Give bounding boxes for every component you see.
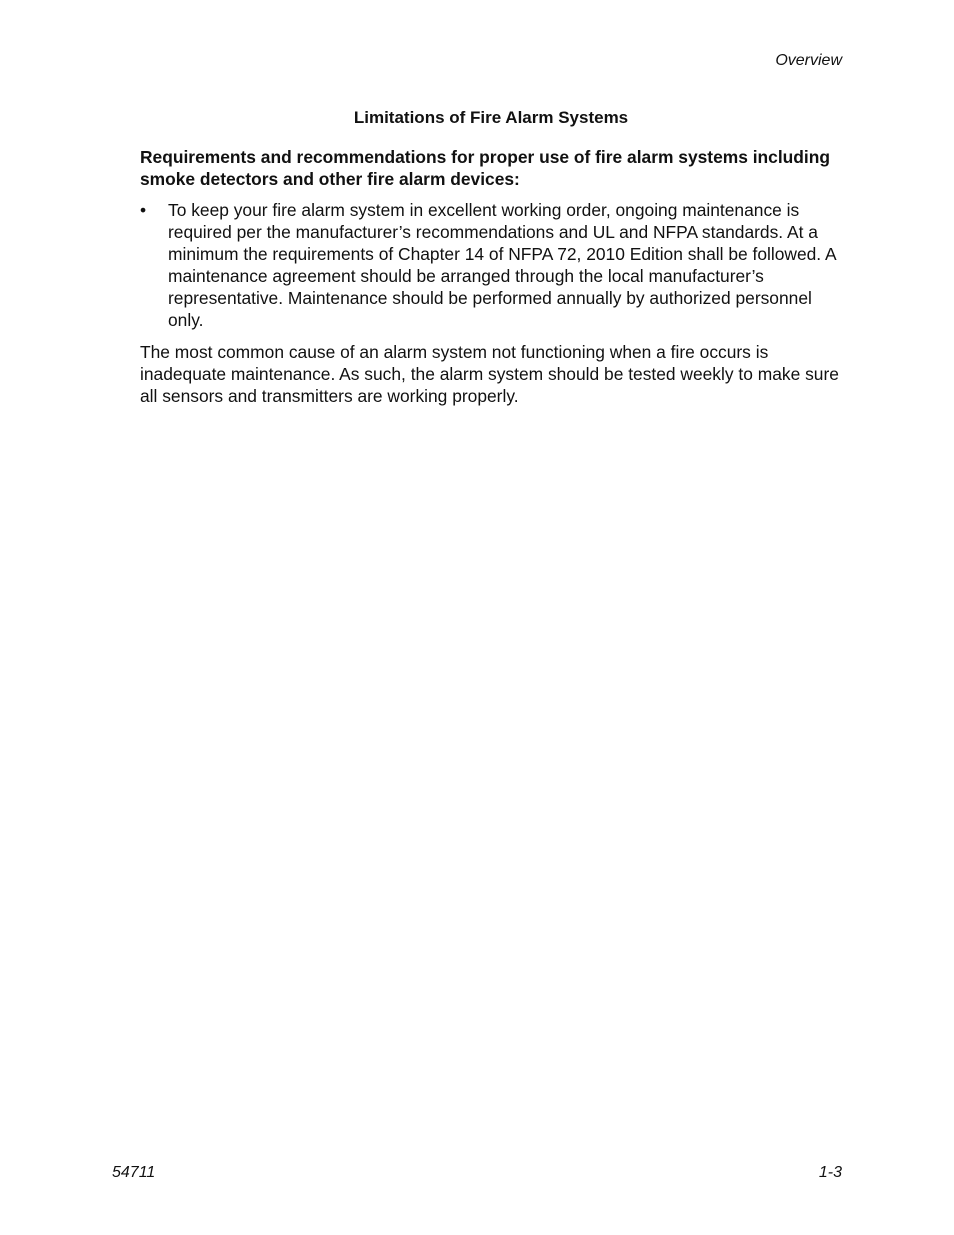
bullet-icon: • xyxy=(140,200,147,220)
bullet-list xyxy=(140,199,842,331)
document-number: 54711 xyxy=(112,1164,156,1181)
lead-paragraph: Requirements and recommendations for proper use of fire alarm systems including smoke detectors and other fire alarm devices: xyxy=(140,147,830,189)
list-item xyxy=(140,199,842,331)
body-paragraph: The most common cause of an alarm system not functioning when a fire occurs is inadequate maintenance. As such, the alarm system should be tested weekly to make sure all sensors and transmitters are working properly. xyxy=(140,342,839,406)
page-number: 1-3 xyxy=(818,1164,842,1181)
running-header: Overview xyxy=(775,52,842,69)
page-body xyxy=(140,146,842,407)
section-title: Limitations of Fire Alarm Systems xyxy=(353,108,629,127)
bullet-text: To keep your fire alarm system in excellent working order, ongoing maintenance is required per the manufacturer’s recommendations and UL and NFPA standards. At a minimum the requirements of Chapter 14 of NFPA 72, 2010 Edition shall be followed. A maintenance agreement should be arranged through the local manufacturer’s representative. Maintenance should be performed annually by authorized personnel only. xyxy=(168,200,836,330)
